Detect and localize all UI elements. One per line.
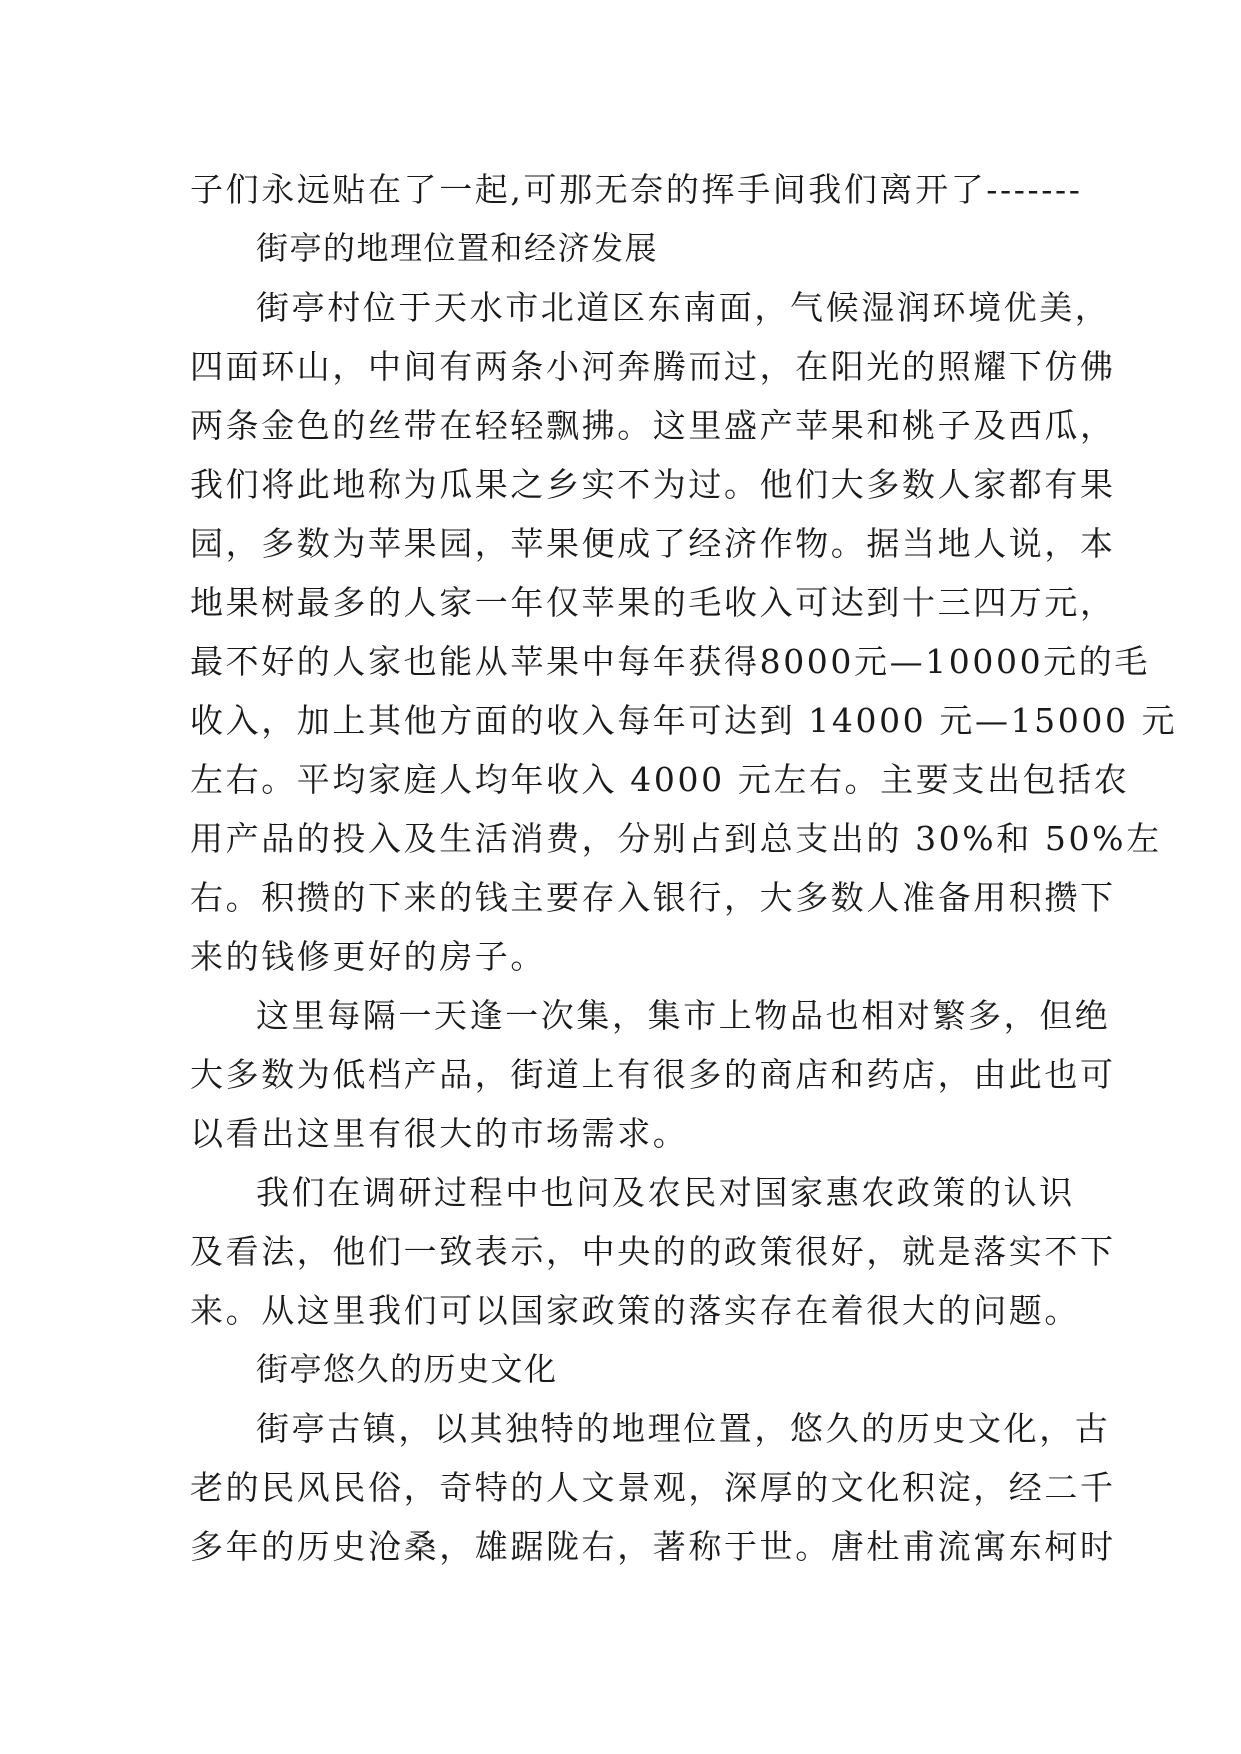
text-line: 街亭村位于天水市北道区东南面，气候湿润环境优美，: [256, 288, 1111, 327]
text-line: 收入，加上其他方面的收入每年可达到 14000 元—15000 元: [190, 701, 1178, 740]
text-line: 来的钱修更好的房子。: [190, 937, 546, 976]
text-line: 大多数为低档产品，街道上有很多的商店和药店，由此也可: [190, 1055, 1116, 1094]
text-line: 多年的历史沧桑，雄踞陇右，著称于世。唐杜甫流寓东柯时: [190, 1527, 1116, 1566]
document-body: [190, 160, 1178, 1576]
text-line: 最不好的人家也能从苹果中每年获得8000元—10000元的毛: [190, 642, 1150, 681]
text-line: 四面环山，中间有两条小河奔腾而过，在阳光的照耀下仿佛: [190, 347, 1116, 386]
text-line: 这里每隔一天逢一次集，集市上物品也相对繁多，但绝: [256, 996, 1111, 1035]
text-line: 用产品的投入及生活消费，分别占到总支出的 30%和 50%左: [190, 819, 1162, 858]
text-line: 老的民风民俗，奇特的人文景观，深厚的文化积淀，经二千: [190, 1468, 1116, 1507]
text-line: 我们在调研过程中也问及农民对国家惠农政策的认识: [256, 1173, 1075, 1212]
text-line: 及看法，他们一致表示，中央的的政策很好，就是落实不下: [190, 1232, 1116, 1271]
section-heading: 街亭悠久的历史文化: [256, 1350, 558, 1388]
text-line: 地果树最多的人家一年仅苹果的毛收入可达到十三四万元，: [190, 583, 1116, 622]
text-line: 园，多数为苹果园，苹果便成了经济作物。据当地人说，本: [190, 524, 1116, 563]
text-line: 来。从这里我们可以国家政策的落实存在着很大的问题。: [190, 1291, 1080, 1330]
section-heading: 街亭的地理位置和经济发展: [256, 229, 659, 267]
text-line: 我们将此地称为瓜果之乡实不为过。他们大多数人家都有果: [190, 465, 1116, 504]
text-line: 右。积攒的下来的钱主要存入银行，大多数人准备用积攒下: [190, 878, 1116, 917]
text-line: 子们永远贴在了一起,可那无奈的挥手间我们离开了-------: [190, 170, 1083, 209]
text-line: 街亭古镇，以其独特的地理位置，悠久的历史文化，古: [256, 1409, 1111, 1448]
text-line: 两条金色的丝带在轻轻飘拂。这里盛产苹果和桃子及西瓜，: [190, 406, 1116, 445]
text-line: 左右。平均家庭人均年收入 4000 元左右。主要支出包括农: [190, 760, 1130, 799]
text-line: 以看出这里有很大的市场需求。: [190, 1114, 689, 1153]
